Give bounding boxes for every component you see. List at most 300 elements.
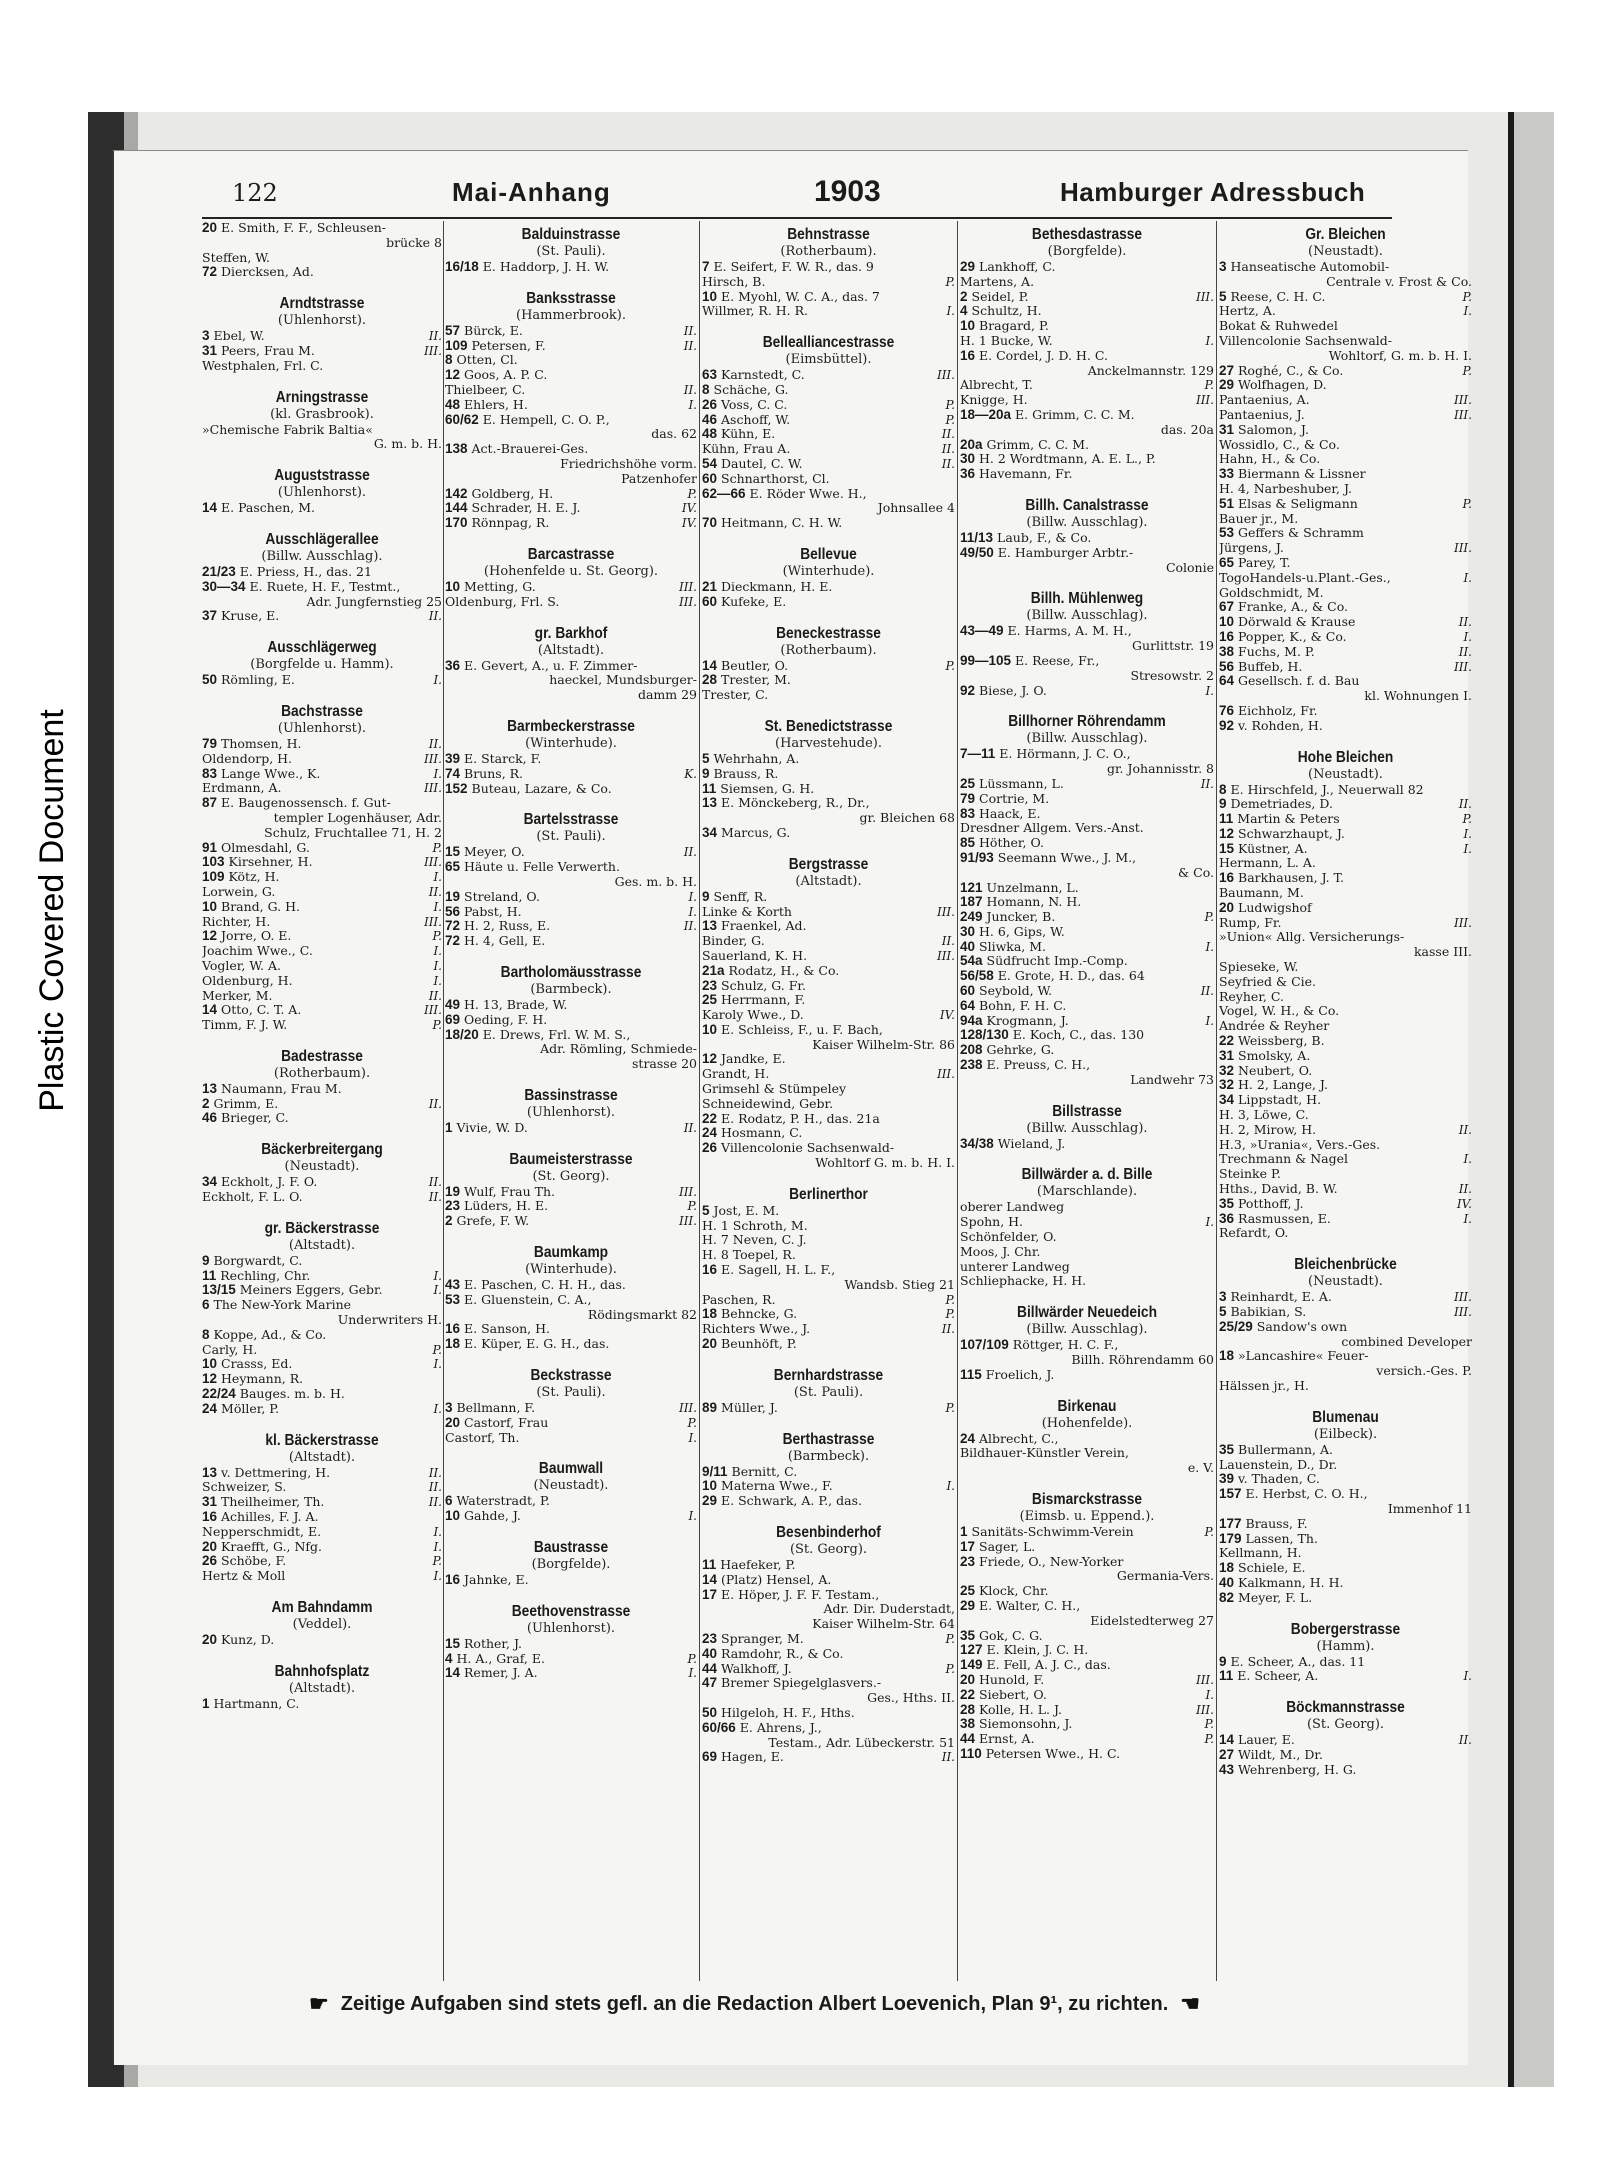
floor-marker: III. [1453,407,1472,422]
house-number: 10 [445,579,461,594]
resident-name: E. Baugenossensch. f. Gut- [221,796,391,811]
directory-entry [202,1387,442,1402]
directory-entry [702,1219,955,1234]
directory-entry [1219,1093,1472,1108]
house-number: 54 [702,456,718,471]
house-number: 110 [960,1746,982,1761]
house-number: 87 [202,796,218,811]
directory-entry [702,1233,955,1248]
floor-marker: II. [1458,1733,1472,1748]
directory-entry [1219,1748,1472,1763]
resident-name: H. 4, Narbeshuber, J. [1219,481,1352,496]
district-label: (Hamm). [1316,1638,1375,1654]
resident-name: Roghé, C., & Co. [1238,363,1344,378]
floor-marker: III. [423,1003,442,1018]
house-number: 14 [702,1572,718,1587]
directory-entry [202,752,442,767]
directory-entry [960,1368,1214,1383]
floor-marker: P. [945,397,955,412]
district-label: (Barmbeck). [787,1448,870,1464]
floor-marker: II. [428,1495,442,1510]
floor-marker: III. [423,855,442,870]
floor-marker: II. [1458,797,1472,812]
directory-entry [1219,704,1472,719]
directory-entry [960,304,1214,319]
directory-entry [702,1401,955,1416]
floor-marker: III. [936,1067,955,1082]
directory-entry [960,821,1214,836]
directory-entry [1219,1078,1472,1093]
house-number: 107/109 [960,1338,1009,1353]
house-number: 10 [702,1022,718,1037]
house-number: 18 [702,1307,718,1322]
resident-name: Marcus, G. [721,825,791,840]
directory-entry [702,964,955,979]
street-heading: Bismarckstrasse [1031,1491,1143,1509]
directory-entry [1219,1049,1472,1064]
house-number: 25 [702,993,718,1008]
resident-name: Sauerland, K. H. [702,948,808,963]
directory-entry [445,487,697,502]
house-number: 32 [1219,1063,1235,1078]
directory-entry [445,919,697,934]
house-number: 5 [702,751,710,766]
house-number: 10 [202,1357,218,1372]
directory-entry [702,383,955,398]
floor-marker: I. [1463,570,1472,585]
resident-name: Grimsehl & Stümpeley [702,1082,847,1097]
entry-continuation: Adr. Römling, Schmiede- [540,1042,697,1057]
directory-entry [202,344,442,359]
floor-marker: I. [433,1268,442,1283]
street-heading: gr. Barkhof [534,624,608,642]
house-number: 21/23 [202,564,236,579]
house-number: 60 [960,984,976,999]
directory-entry [960,290,1214,305]
street-heading: Bellealliancestrasse [762,334,895,352]
street-heading: kl. Bäckerstrasse [265,1431,379,1449]
house-number: 85 [960,836,976,851]
resident-name: unterer Landweg [960,1259,1070,1274]
directory-entry [702,934,955,949]
street-heading: Bleichenbrücke [1294,1256,1397,1274]
directory-entry [960,895,1214,910]
floor-marker: P. [687,1651,697,1666]
resident-name: E. Koch, C., das. 130 [1012,1028,1145,1043]
directory-entry [445,1337,697,1352]
floor-marker: II. [941,442,955,457]
directory-entry [702,1465,955,1480]
directory-entry [1219,871,1472,886]
resident-name: Jorre, O. E. [221,929,292,944]
directory-entry [702,1141,955,1156]
directory-entry [445,1509,697,1524]
directory-entry [1219,497,1472,512]
entry-continuation: Stresowstr. 2 [1130,668,1214,683]
floor-marker: II. [683,323,697,338]
resident-name: Otten, Cl. [456,353,518,368]
directory-entry [702,260,955,275]
street-heading: Billh. Mühlenweg [1030,590,1144,608]
floor-marker: II. [428,884,442,899]
house-number: 13 [702,919,718,934]
floor-marker: I. [433,1524,442,1539]
directory-entry [702,472,955,487]
resident-name: Schäche, G. [713,382,789,397]
street-heading: Bellevue [800,545,857,563]
directory-entry [960,408,1214,423]
resident-name: Küstner, A. [1238,841,1308,856]
directory-entry [960,260,1214,275]
resident-name: E. Paschen, M. [221,501,316,516]
directory-entry [960,531,1214,546]
floor-marker: III. [423,751,442,766]
floor-marker: I. [433,673,442,688]
directory-entry [202,609,442,624]
street-heading: Ausschlägerweg [267,639,377,657]
floor-marker: III. [678,1401,697,1416]
house-number: 121 [960,880,983,895]
house-number: 34 [1219,1093,1235,1108]
resident-name: Walkhoff, J. [721,1661,792,1676]
directory-entry [1219,719,1472,734]
house-number: 74 [445,766,461,781]
resident-name: Meiners Eggers, Gebr. [239,1283,383,1298]
directory-entry [1219,290,1472,305]
resident-name: Meyer, F. L. [1238,1590,1313,1605]
directory-entry [202,1269,442,1284]
directory-entry [702,919,955,934]
resident-name: »Lancashire« Feuer- [1238,1349,1369,1364]
house-number: 62—66 [702,486,746,501]
resident-name: Bohn, F. H. C. [979,998,1067,1013]
entry-continuation: templer Logenhäuser, Adr. [273,810,442,825]
resident-name: Bokat & Ruhwedel [1219,319,1338,334]
house-number: 8 [445,353,453,368]
resident-name: Castorf, Frau [464,1415,549,1430]
resident-name: Remer, J. A. [464,1666,538,1681]
resident-name: (Platz) Hensel, A. [721,1572,832,1587]
directory-entry [445,1494,697,1509]
house-number: 142 [445,486,468,501]
directory-entry [1219,482,1472,497]
resident-name: Pantaenius, A. [1219,393,1310,408]
page-number: 122 [232,179,278,207]
house-number: 21a [702,963,725,978]
house-number: 128/130 [960,1028,1009,1043]
resident-name: E. Klein, J. C. H. [986,1643,1089,1658]
house-number: 48 [702,427,718,442]
directory-entry [1219,901,1472,916]
directory-entry [202,1540,442,1555]
resident-name: Hunold, F. [979,1672,1045,1687]
directory-entry [960,747,1214,762]
column-3 [702,221,955,1981]
directory-entry [445,398,697,413]
resident-name: Borgwardt, C. [213,1253,303,1268]
directory-entry [702,304,955,319]
column-divider [443,221,444,1981]
house-number: 36 [960,467,976,482]
resident-name: E. Cordel, J. D. H. C. [979,348,1108,363]
directory-entry [702,979,955,994]
directory-entry [1219,1226,1472,1241]
floor-marker: I. [946,1479,955,1494]
resident-name: Refardt, O. [1219,1226,1289,1241]
house-number: 20 [445,1415,461,1430]
resident-name: Olmesdahl, G. [221,840,310,855]
directory-entry [202,1003,442,1018]
district-label: (Billw. Ausschlag). [1026,514,1148,530]
house-number: 34/38 [960,1136,994,1151]
house-number: 92 [960,683,976,698]
floor-marker: III. [1453,1290,1472,1305]
directory-entry [1219,1108,1472,1123]
house-number: 60 [702,594,718,609]
resident-name: Lassen, Th. [1245,1531,1318,1546]
directory-entry [960,378,1214,393]
floor-marker: II. [941,456,955,471]
house-number: 18—20a [960,407,1012,422]
district-label: (Neustadt). [1308,766,1383,782]
directory-entry [1219,1064,1472,1079]
street-heading: Baumwall [538,1460,604,1478]
district-label: (Borgfelde). [1047,244,1127,259]
directory-entry [445,383,697,398]
directory-entry [445,845,697,860]
street-heading: St. Benedictstrasse [764,717,893,735]
directory-entry [202,1082,442,1097]
entry-continuation: Eidelstedterweg 27 [1090,1613,1214,1628]
directory-entry [960,969,1214,984]
directory-entry [960,654,1214,669]
floor-marker: II. [941,1750,955,1765]
floor-marker: I. [1205,1215,1214,1230]
house-number: 10 [702,289,718,304]
house-number: 44 [702,1661,718,1676]
floor-marker: P. [1204,1732,1214,1747]
house-number: 20 [202,1539,218,1554]
resident-name: Neubert, O. [1238,1063,1313,1078]
floor-marker: II. [1458,615,1472,630]
resident-name: Ebel, W. [213,329,265,344]
directory-entry [1219,842,1472,857]
resident-name: Goldschmidt, M. [1219,585,1324,600]
floor-marker: I. [1463,304,1472,319]
street-heading: Birkenau [1057,1397,1117,1415]
house-number: 26 [202,1554,218,1569]
house-number: 60/66 [702,1720,736,1735]
floor-marker: III. [423,343,442,358]
directory-entry [1219,1532,1472,1547]
directory-entry [1219,615,1472,630]
district-label: (Winterhude). [525,735,617,751]
resident-name: Gehrke, G. [986,1043,1055,1058]
directory-entry [445,1199,697,1214]
floor-marker: I. [433,1357,442,1372]
house-number: 44 [960,1732,976,1747]
resident-name: Häute u. Felle Verwerth. [464,860,620,875]
floor-marker: III. [423,781,442,796]
district-label: (Barmbeck). [530,981,612,997]
floor-marker: I. [1463,1211,1472,1226]
resident-name: H. 2, Russ, E. [464,919,551,934]
floor-marker: P. [945,1400,955,1415]
resident-name: Lüders, H. E. [464,1199,549,1214]
resident-name: Möller, P. [221,1401,280,1416]
directory-entry [702,767,955,782]
directory-entry [702,1479,955,1494]
directory-entry [702,673,955,688]
resident-name: Smolsky, A. [1238,1048,1311,1063]
resident-name: H. 2 Wordtmann, A. E. L., P. [979,452,1156,467]
house-number: 34 [202,1175,218,1190]
resident-name: Timm, F. J. W. [202,1018,288,1033]
house-number: 60/62 [445,412,479,427]
resident-name: Siemonsohn, J. [979,1717,1073,1732]
house-number: 21 [702,579,718,594]
resident-name: Vivie, W. D. [456,1120,528,1135]
house-number: 3 [1219,260,1227,274]
resident-name: Petersen, F. [471,338,546,353]
resident-name: E. Fell, A. J. C., das. [986,1658,1111,1673]
directory-entry [1219,856,1472,871]
resident-name: E. Hirschfeld, J., Neuerwall 82 [1230,782,1424,797]
floor-marker: I. [433,1539,442,1554]
directory-entry [702,1337,955,1352]
directory-entry [960,624,1214,639]
street-heading: Baumkamp [533,1244,609,1262]
resident-name: Paschen, R. [702,1292,776,1307]
resident-name: Kellmann, H. [1219,1546,1302,1561]
directory-entry [1219,1576,1472,1591]
floor-marker: I. [1463,1152,1472,1167]
page-header [114,175,1470,211]
resident-name: Schönfelder, O. [960,1230,1057,1245]
district-label: (Neustadt). [284,1159,360,1175]
house-number: 57 [445,323,461,338]
resident-name: Klock, Chr. [979,1584,1049,1599]
resident-name: Karoly Wwe., D. [702,1008,804,1023]
directory-entry [702,487,955,502]
resident-name: v. Dettmering, H. [221,1465,331,1480]
district-label: (Rotherbaum). [780,244,877,259]
street-heading: Beneckestrasse [776,624,881,642]
resident-name: Crasss, Ed. [221,1357,293,1372]
floor-marker: I. [1463,826,1472,841]
directory-entry [702,1494,955,1509]
directory-entry [960,910,1214,925]
district-label: (Eimsbüttel). [785,352,872,368]
house-number: 94a [960,1013,983,1028]
house-number: 16 [1219,871,1235,886]
directory-columns [202,221,1472,1981]
floor-marker: P. [1204,910,1214,925]
district-label: (Billw. Ausschlag). [1026,608,1148,624]
resident-name: Buteau, Lazare, & Co. [471,781,612,796]
floor-marker: II. [428,988,442,1003]
resident-name: Buffeb, H. [1238,659,1303,674]
floor-marker: I. [433,958,442,973]
directory-entry [202,944,442,959]
directory-entry [1219,930,1472,945]
resident-name: H. 7 Neven, C. J. [702,1233,807,1248]
resident-name: E. Scheer, A. [1237,1669,1319,1684]
directory-entry [445,752,697,767]
district-label: (Winterhude). [525,1262,617,1278]
entry-continuation: das. 20a [1160,422,1214,437]
directory-entry [960,940,1214,955]
footer-notice: Zeitige Aufgaben sind stets gefl. an die Redaction Albert Loevenich, Plan 9¹, zu richten. [340,1992,1169,2015]
entry-continuation: Immenhof 11 [1387,1501,1472,1516]
pointing-hand-icon: ☚ [1180,1991,1201,2016]
resident-name: Pabst, H. [464,904,522,919]
directory-entry [702,1112,955,1127]
entry-continuation: Kaiser Wilhelm-Str. 86 [812,1037,955,1052]
directory-entry [202,1372,442,1387]
resident-name: Geffers & Schramm [1238,526,1364,541]
street-heading: Behnstrasse [787,226,870,243]
directory-entry [1219,1561,1472,1576]
street-heading: Böckmannstrasse [1286,1699,1405,1717]
directory-entry [445,767,697,782]
entry-continuation: Adr. Dir. Duderstadt, [823,1602,955,1617]
header-rule [202,217,1392,219]
directory-entry [960,954,1214,969]
directory-entry [1219,1138,1472,1153]
directory-entry [960,792,1214,807]
directory-entry [1219,1019,1472,1034]
resident-name: Kunz, D. [221,1633,275,1648]
directory-entry [1219,674,1472,689]
house-number: 1 [960,1525,968,1540]
floor-marker: I. [1463,629,1472,644]
directory-entry [1219,423,1472,438]
directory-entry [1219,378,1472,393]
floor-marker: IV. [681,501,697,516]
resident-name: Schneidewind, Gebr. [702,1096,834,1111]
resident-name: Materna Wwe., F. [721,1479,833,1494]
directory-entry [960,1260,1214,1275]
resident-name: H. 3, Löwe, C. [1219,1108,1309,1123]
house-number: 99—105 [960,653,1012,668]
resident-name: Lauenstein, D., Dr. [1219,1457,1338,1472]
floor-marker: III. [678,579,697,594]
house-number: 28 [960,1702,976,1717]
resident-name: E. Ahrens, J., [739,1720,822,1735]
directory-entry [960,1717,1214,1732]
house-number: 16 [702,1263,718,1278]
district-label: (Borgfelde u. Hamm). [250,657,394,673]
house-number: 177 [1219,1516,1242,1531]
resident-name: Eichholz, Fr. [1238,703,1318,718]
street-heading: Badestrasse [281,1047,363,1065]
resident-name: Brand, G. H. [221,899,300,914]
column-1 [202,221,442,1981]
floor-marker: III. [678,1214,697,1229]
floor-marker: II. [428,1480,442,1495]
directory-entry [202,989,442,1004]
floor-marker: III. [1195,1672,1214,1687]
street-heading: Auguststrasse [274,467,370,485]
directory-entry [202,1510,442,1525]
resident-name: Albrecht, T. [960,378,1033,393]
resident-name: Rasmussen, E. [1238,1211,1331,1226]
directory-entry [445,659,697,674]
directory-entry [445,413,697,428]
resident-name: Jahnke, E. [464,1573,529,1588]
house-number: 238 [960,1058,983,1073]
